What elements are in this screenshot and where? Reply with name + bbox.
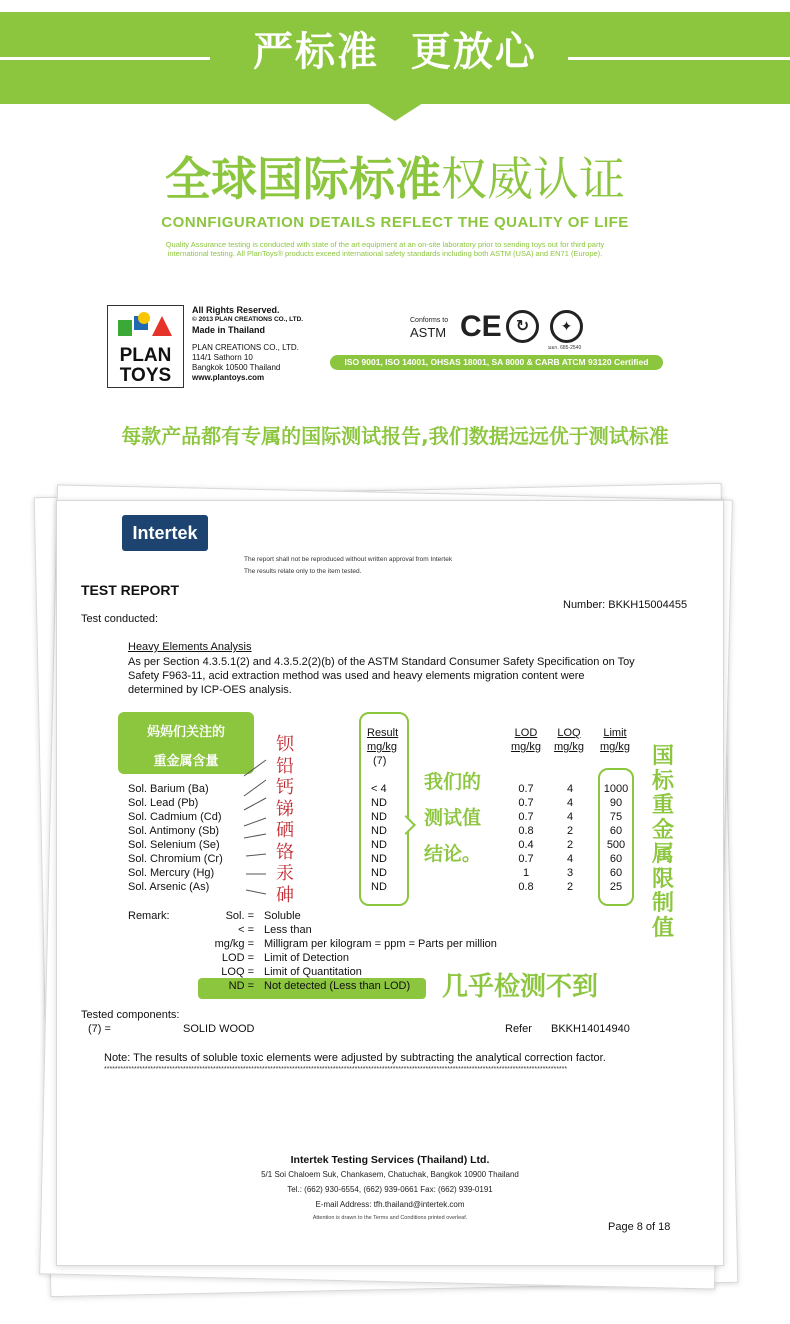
loq-value: 2 — [566, 881, 574, 893]
loq-value: 3 — [566, 867, 574, 879]
lod-value: 0.7 — [518, 811, 534, 823]
remark-key: LOD = — [221, 952, 254, 964]
limit-unit: mg/kg — [600, 741, 630, 753]
result-value: ND — [371, 797, 387, 809]
connector-lines — [240, 752, 280, 902]
cn-element: 铬 — [276, 841, 294, 863]
cn-element: 锑 — [276, 798, 294, 820]
astm-mark — [410, 315, 448, 339]
limit-value: 90 — [609, 797, 623, 809]
limit-value: 60 — [609, 867, 623, 879]
cn-element: 砷 — [276, 884, 294, 906]
limit-label-char: 国 — [652, 744, 675, 769]
result-value: ND — [371, 825, 387, 837]
loq-value: 4 — [566, 797, 574, 809]
limit-label: Limit — [603, 727, 627, 739]
remark-label: Remark: — [128, 910, 170, 922]
our-values-line: 我们的 — [424, 771, 482, 793]
tis-icon: ✦ — [550, 310, 583, 343]
lod-header — [511, 726, 541, 754]
our-values-line: 结论。 — [424, 843, 482, 865]
remark-key: Sol. = — [225, 910, 254, 922]
result-value: ND — [371, 867, 387, 879]
qa-text: Quality Assurance testing is conducted with state of the art equipment at an on-site laboratory prior to sending toys out for third party international testing. All PlanToys® products exceed international safety standards including both ASTM (USA) and EN71 (Europe). — [165, 240, 605, 258]
limit-label-char: 属 — [652, 842, 675, 867]
iso-certified-bar: ISO 9001, ISO 14001, OHSAS 18001, SA 8000 & CARB ATCM 93120 Certified — [330, 355, 663, 370]
result-value: ND — [371, 839, 387, 851]
plantoys-logo — [107, 305, 184, 388]
heading-regular: 权威认证 — [441, 152, 625, 206]
refer-label: Refer — [505, 1023, 532, 1035]
our-values-label — [424, 764, 481, 872]
analysis-title: Heavy Elements Analysis — [128, 641, 252, 653]
footer-tel: Tel.: (662) 930-6554, (662) 939-0661 Fax: (662) 939-0191 — [287, 1185, 493, 1194]
element-name: Sol. Arsenic (As) — [128, 881, 210, 893]
limit-value: 60 — [609, 825, 623, 837]
element-name: Sol. Mercury (Hg) — [128, 867, 215, 879]
mom-label-box — [118, 712, 254, 774]
component-name: SOLID WOOD — [183, 1023, 255, 1035]
chinese-element-names — [276, 734, 294, 906]
cn-element: 铅 — [276, 755, 294, 777]
loq-value: 4 — [566, 811, 574, 823]
info-address2: Bangkok 10500 Thailand — [192, 363, 281, 372]
result-values — [371, 782, 387, 894]
result-header-label: Result — [367, 727, 399, 739]
lod-label: LOD — [514, 727, 538, 739]
mom-label-1: 妈妈们关注的 — [146, 724, 225, 739]
element-name: Sol. Cadmium (Cd) — [128, 811, 222, 823]
result-header-unit: mg/kg — [367, 741, 397, 753]
tis-label: มอก. 685-2540 — [548, 345, 582, 351]
result-value: ND — [371, 881, 387, 893]
result-header — [367, 726, 398, 768]
limit-label-char: 限 — [652, 866, 675, 892]
mom-label-2: 重金属含量 — [153, 753, 219, 768]
element-name: Sol. Lead (Pb) — [128, 797, 199, 809]
info-copyright: © 2013 PLAN CREATIONS CO., LTD. — [192, 316, 304, 323]
report-number: Number: BKKH15004455 — [563, 599, 688, 611]
page-heading — [0, 143, 790, 209]
remark-value: Not detected (Less than LOD) — [264, 980, 411, 992]
footer-company: Intertek Testing Services (Thailand) Ltd. — [290, 1154, 490, 1166]
remark-value: Less than — [264, 924, 312, 936]
loq-label: LOQ — [557, 727, 581, 739]
result-value: ND — [371, 853, 387, 865]
limit-value: 75 — [609, 811, 623, 823]
notice-2: The results relate only to the item tested. — [244, 568, 362, 575]
lod-value: 0.7 — [518, 853, 534, 865]
recycle-icon: ↻ — [506, 310, 539, 343]
limit-value: 60 — [609, 853, 623, 865]
remark-value: Limit of Detection — [264, 952, 349, 964]
remark-keys — [196, 909, 254, 993]
note: Note: The results of soluble toxic elements were adjusted by subtracting the analytical correction factor. — [104, 1052, 606, 1064]
limit-label-char: 值 — [652, 915, 675, 941]
limit-label-char: 制 — [652, 891, 675, 916]
nd-callout: 几乎检测不到 — [442, 972, 599, 1002]
lod-value: 0.8 — [518, 825, 534, 837]
notice-1: The report shall not be reproduced without written approval from Intertek — [244, 556, 453, 563]
footer-address: 5/1 Soi Chaloem Suk, Chankasem, Chatuchak, Bangkok 10900 Thailand — [261, 1170, 519, 1179]
footer-email: E-mail Address: tfh.thailand@intertek.com — [315, 1200, 465, 1209]
limit-value: 500 — [606, 839, 626, 851]
loq-values — [558, 782, 582, 894]
remark-value: Soluble — [264, 910, 301, 922]
element-names — [128, 782, 223, 894]
info-made-in: Made in Thailand — [192, 325, 266, 335]
plantoys-info — [192, 305, 303, 383]
limit-label-char: 金 — [652, 817, 675, 843]
result-value: ND — [371, 811, 387, 823]
cn-element: 钡 — [276, 734, 294, 755]
test-conducted: Test conducted: — [81, 613, 159, 625]
element-name: Sol. Chromium (Cr) — [128, 853, 223, 865]
info-address1: 114/1 Sathorn 10 — [192, 353, 253, 362]
limit-label-char: 标 — [652, 768, 675, 794]
page-number: Page 8 of 18 — [608, 1221, 671, 1233]
ce-mark: CE — [460, 310, 502, 343]
tested-components: Tested components: — [81, 1009, 180, 1021]
lod-value: 1 — [522, 867, 530, 879]
remark-key: mg/kg = — [214, 938, 254, 950]
analysis-text: As per Section 4.3.5.1(2) and 4.3.5.2(2)(b) of the ASTM Standard Consumer Safety Specification on Toy Safety F963-11, acid extraction method was used and heavy elements migration content were determined by ICP-OES analysis. — [128, 656, 635, 696]
lod-value: 0.7 — [518, 783, 534, 795]
refer-number: BKKH14014940 — [551, 1023, 630, 1035]
blocks-icon — [116, 310, 176, 340]
lod-value: 0.7 — [518, 797, 534, 809]
subheading: CONNFIGURATION DETAILS REFLECT THE QUALITY OF LIFE — [161, 214, 629, 231]
report-tagline: 每款产品都有专属的国际测试报告,我们数据远远优于测试标准 — [121, 424, 669, 448]
lod-value: 0.8 — [518, 881, 534, 893]
remark-value: Limit of Quantitation — [264, 966, 362, 978]
result-value: < 4 — [371, 783, 387, 795]
limit-header — [600, 726, 630, 754]
result-header-sample: (7) — [373, 755, 387, 767]
cn-element: 汞 — [276, 863, 294, 884]
info-website: www.plantoys.com — [192, 373, 265, 382]
remark-key: ND = — [228, 980, 254, 992]
remark-key: LOQ = — [221, 966, 254, 978]
banner-notch — [367, 103, 423, 121]
limit-value: 1000 — [603, 783, 629, 795]
info-company: PLAN CREATIONS CO., LTD. — [192, 343, 299, 352]
limit-label-char: 重 — [652, 793, 675, 818]
lod-unit: mg/kg — [511, 741, 541, 753]
cn-element: 硒 — [276, 820, 294, 841]
our-values-line: 测试值 — [424, 807, 482, 829]
banner-title: 严标准 更放心 — [253, 29, 537, 75]
loq-value: 4 — [566, 853, 574, 865]
limit-value: 25 — [609, 881, 623, 893]
element-name: Sol. Barium (Ba) — [128, 783, 209, 795]
remark-value: Milligram per kilogram = ppm = Parts per million — [264, 938, 497, 950]
stars-line: ************************************************************************************************************************************************************************** — [104, 1066, 568, 1073]
limit-vertical-label — [652, 745, 674, 941]
limit-values — [600, 782, 632, 894]
loq-value: 2 — [566, 825, 574, 837]
lod-value: 0.4 — [518, 839, 534, 851]
element-name: Sol. Antimony (Sb) — [128, 825, 220, 837]
loq-value: 4 — [566, 783, 574, 795]
intertek-logo: Intertek — [122, 515, 208, 551]
cn-element: 钙 — [276, 777, 294, 798]
heading-bold: 全球国际标准 — [165, 152, 441, 206]
footer-attention: Attention is drawn to the Terms and Conditions printed overleaf. — [312, 1215, 468, 1221]
logo-line-2: TOYS — [119, 365, 172, 386]
loq-value: 2 — [566, 839, 574, 851]
remark-key: < = — [238, 924, 254, 936]
info-rights: All Rights Reserved. — [192, 305, 280, 315]
astm-label: ASTM — [410, 325, 447, 340]
report-title: TEST REPORT — [81, 582, 180, 598]
loq-unit: mg/kg — [554, 741, 584, 753]
astm-small: Conforms to — [410, 317, 449, 324]
lod-values — [512, 782, 540, 894]
element-name: Sol. Selenium (Se) — [128, 839, 220, 851]
logo-line-1: PLAN — [119, 345, 172, 366]
loq-header — [554, 726, 584, 754]
component-id: (7) = — [88, 1023, 111, 1035]
